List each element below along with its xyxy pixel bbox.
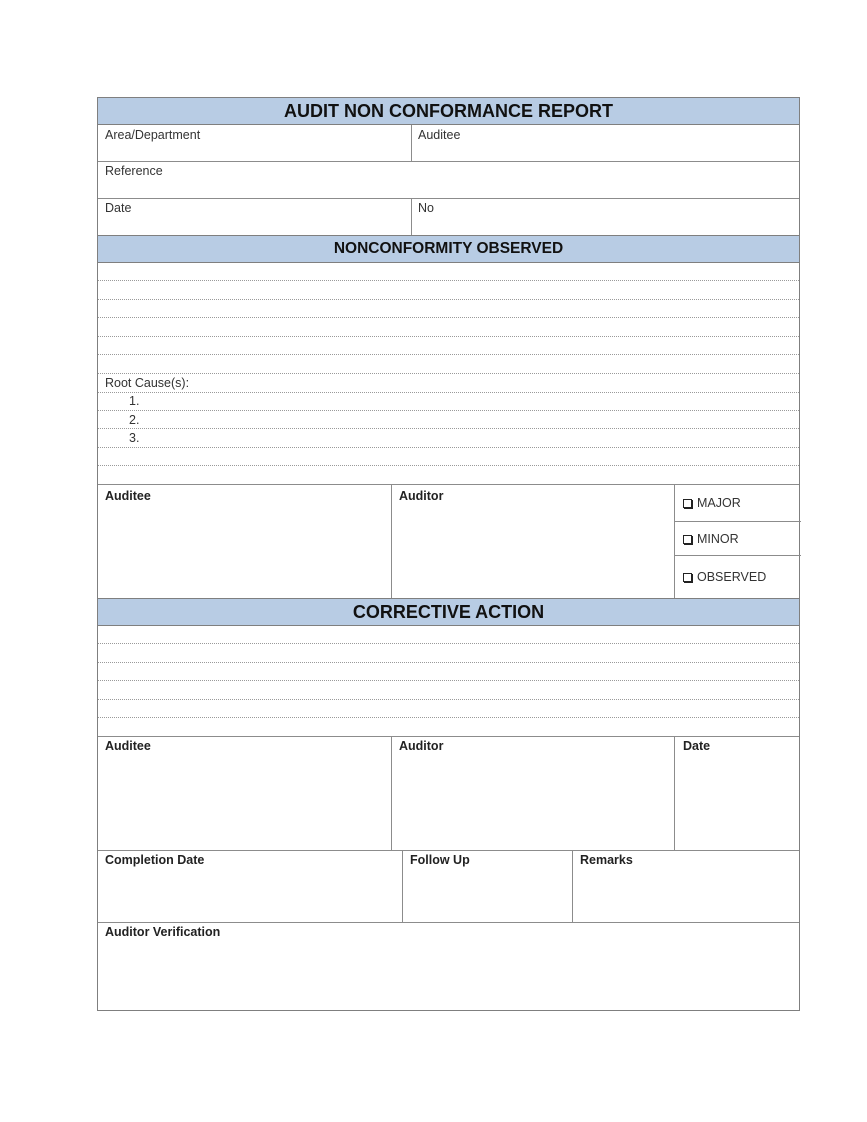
row-divider xyxy=(98,161,799,162)
checkbox-icon[interactable] xyxy=(683,573,692,582)
divider xyxy=(411,125,412,162)
major-option[interactable] xyxy=(683,496,741,510)
writing-line xyxy=(98,699,799,700)
writing-line xyxy=(98,373,799,374)
no-label: No xyxy=(418,201,434,215)
date-action-label: Date xyxy=(683,739,711,753)
writing-line xyxy=(98,428,799,429)
root-cause-item-3: 3. xyxy=(129,431,140,445)
form-title-band xyxy=(98,98,799,125)
divider xyxy=(674,484,675,598)
major-label: MAJOR xyxy=(697,496,741,510)
writing-line xyxy=(98,354,799,355)
writing-line xyxy=(98,643,799,644)
option-divider xyxy=(674,521,801,522)
divider xyxy=(411,198,412,235)
option-divider xyxy=(674,555,801,556)
form-title: AUDIT NON CONFORMANCE REPORT xyxy=(284,101,613,121)
root-cause-item-2: 2. xyxy=(129,413,140,427)
writing-line xyxy=(98,662,799,663)
writing-line xyxy=(98,447,799,448)
minor-option[interactable] xyxy=(683,532,739,546)
writing-line xyxy=(98,280,799,281)
auditor-signoff-label: Auditor xyxy=(399,489,444,503)
writing-line xyxy=(98,410,799,411)
writing-line xyxy=(98,336,799,337)
remarks-label: Remarks xyxy=(580,853,633,867)
auditee-label: Auditee xyxy=(418,128,461,142)
section-divider xyxy=(98,484,799,485)
date-label: Date xyxy=(105,201,132,215)
row-divider xyxy=(98,198,799,199)
checkbox-icon[interactable] xyxy=(683,499,692,508)
checkbox-icon[interactable] xyxy=(683,535,692,544)
writing-line xyxy=(98,317,799,318)
completion-date-label: Completion Date xyxy=(105,853,205,867)
divider xyxy=(391,736,392,850)
reference-label: Reference xyxy=(105,164,163,178)
root-cause-label: Root Cause(s): xyxy=(105,376,190,390)
writing-line xyxy=(98,680,799,681)
writing-line xyxy=(98,299,799,300)
observed-label: OBSERVED xyxy=(697,570,767,584)
nonconformity-heading: NONCONFORMITY OBSERVED xyxy=(333,240,564,257)
root-cause-item-1: 1. xyxy=(129,394,140,408)
divider xyxy=(402,850,403,922)
auditee-action-label: Auditee xyxy=(105,739,151,753)
minor-label: MINOR xyxy=(697,532,739,546)
area-department-label: Area/Department xyxy=(105,128,201,142)
observed-option[interactable] xyxy=(683,570,766,584)
auditor-verification-label: Auditor Verification xyxy=(105,925,221,939)
divider xyxy=(391,484,392,598)
divider xyxy=(572,850,573,922)
auditee-signoff-label: Auditee xyxy=(105,489,151,503)
section-divider xyxy=(98,850,799,851)
section-divider xyxy=(98,736,799,737)
writing-line xyxy=(98,392,799,393)
writing-line xyxy=(98,717,799,718)
auditor-action-label: Auditor xyxy=(399,739,444,753)
nonconformance-form xyxy=(97,97,800,1011)
follow-up-label: Follow Up xyxy=(410,853,470,867)
divider xyxy=(674,736,675,850)
corrective-action-band xyxy=(98,598,799,626)
corrective-action-heading: CORRECTIVE ACTION xyxy=(352,602,545,622)
nonconformity-band xyxy=(98,235,799,263)
writing-line xyxy=(98,465,799,466)
section-divider xyxy=(98,922,799,923)
